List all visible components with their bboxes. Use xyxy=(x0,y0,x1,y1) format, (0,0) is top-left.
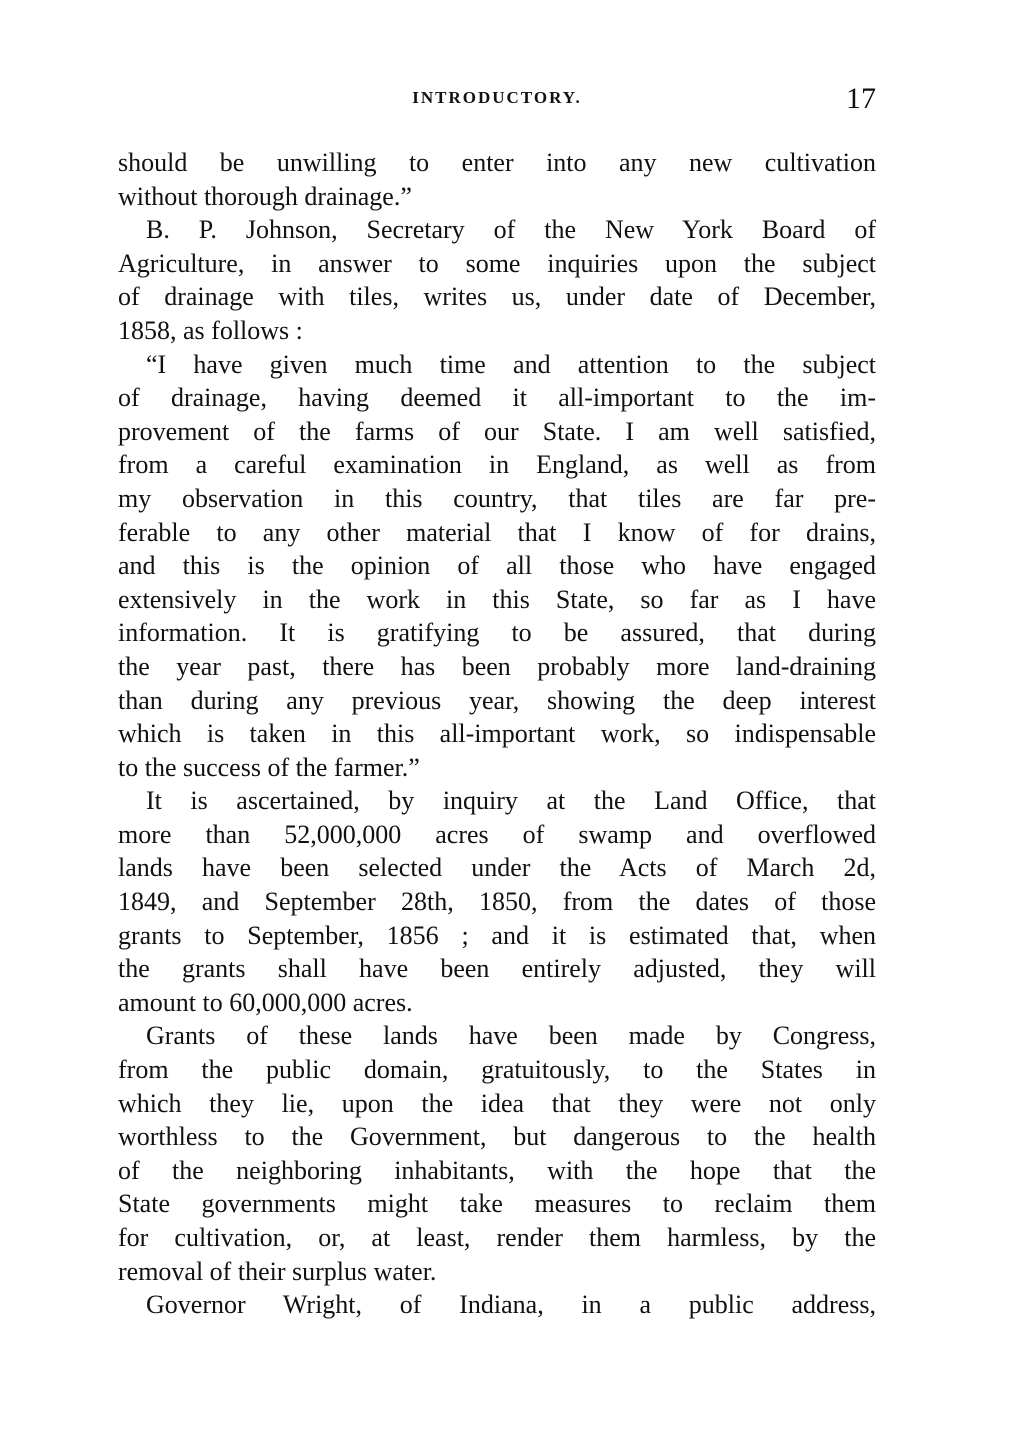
text-line: “I have given much time and attention to the subject xyxy=(146,349,876,379)
text-line: than during any previous year, showing the deep interest xyxy=(118,685,876,715)
text-line: which is taken in this all-important work, so indispensable xyxy=(118,719,876,749)
text-line: amount to 60,000,000 acres. xyxy=(118,987,413,1017)
text-line: without thorough drainage.” xyxy=(118,181,412,211)
text-line: lands have been selected under the Acts of March 2d, xyxy=(118,853,876,883)
text-line: my observation in this country, that tiles are far pre- xyxy=(118,483,876,513)
page-number: 17 xyxy=(846,82,876,115)
text-line: It is ascertained, by inquiry at the Land Office, that xyxy=(146,786,876,816)
text-line: grants to September, 1856 ; and it is estimated that, when xyxy=(118,920,876,950)
text-line: from a careful examination in England, as well as from xyxy=(118,450,876,480)
page-header xyxy=(118,82,876,122)
text-line: of drainage with tiles, writes us, under date of December, xyxy=(118,282,876,312)
text-line: the year past, there has been probably more land-draining xyxy=(118,651,876,681)
text-line: the grants shall have been entirely adjusted, they will xyxy=(118,954,876,984)
text-line: of drainage, having deemed it all-important to the im- xyxy=(118,383,876,413)
text-line: Governor Wright, of Indiana, in a public address, xyxy=(146,1290,876,1320)
text-line: worthless to the Government, but dangerous to the health xyxy=(118,1122,876,1152)
text-line: information. It is gratifying to be assured, that during xyxy=(118,618,876,648)
text-line: B. P. Johnson, Secretary of the New York Board of xyxy=(146,215,876,245)
text-line: to the success of the farmer.” xyxy=(118,752,420,782)
body-text xyxy=(118,146,876,1322)
text-line: and this is the opinion of all those who have engaged xyxy=(118,551,876,581)
text-line: 1849, and September 28th, 1850, from the dates of those xyxy=(118,887,876,917)
text-line: for cultivation, or, at least, render them harmless, by the xyxy=(118,1223,876,1252)
text-line: of the neighboring inhabitants, with the hope that the xyxy=(118,1155,876,1185)
text-line: provement of the farms of our State. I am well satisfied, xyxy=(118,416,876,446)
text-line: State governments might take measures to reclaim them xyxy=(118,1189,876,1219)
text-line: from the public domain, gratuitously, to the States in xyxy=(118,1055,876,1085)
text-line: more than 52,000,000 acres of swamp and overflowed xyxy=(118,819,876,849)
text-line: removal of their surplus water. xyxy=(118,1256,437,1286)
text-line: ferable to any other material that I know of for drains, xyxy=(118,517,876,547)
text-line: Agriculture, in answer to some inquiries upon the subject xyxy=(118,248,876,278)
text-line: should be unwilling to enter into any new cultivation xyxy=(118,148,876,177)
text-line: extensively in the work in this State, so far as I have xyxy=(118,584,876,614)
text-line: which they lie, upon the idea that they were not only xyxy=(118,1088,876,1118)
text-line: 1858, as follows : xyxy=(118,315,303,345)
text-line: Grants of these lands have been made by Congress, xyxy=(146,1021,876,1051)
running-head: INTRODUCTORY. xyxy=(412,88,582,107)
